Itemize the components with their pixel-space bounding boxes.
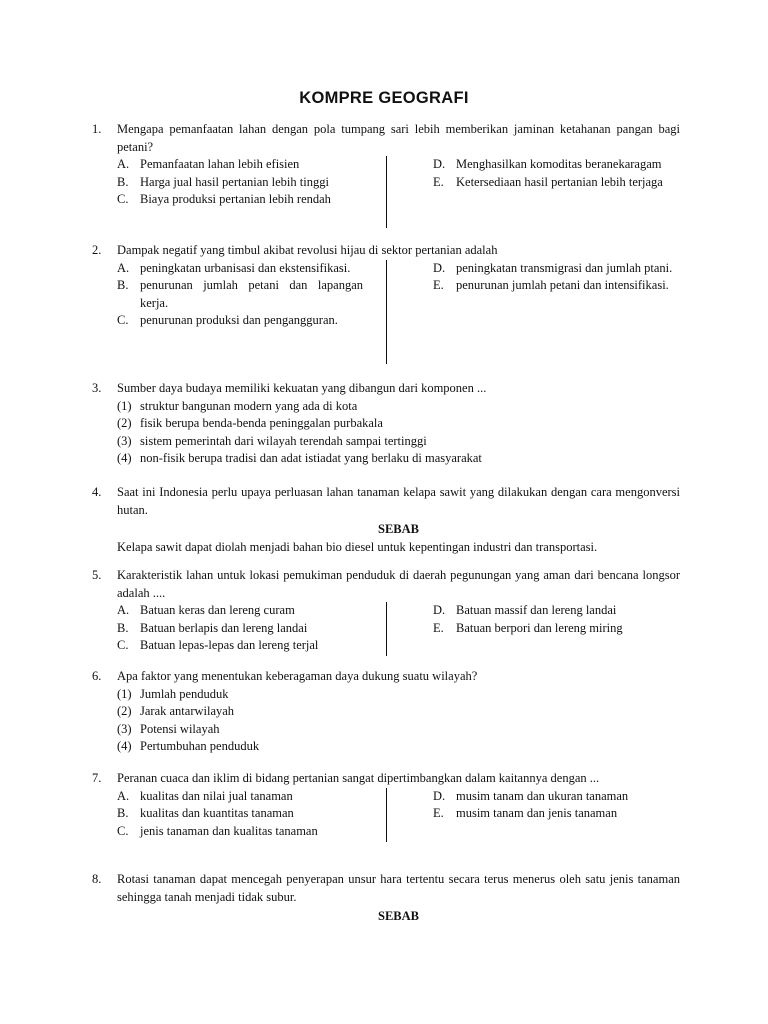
option-b[interactable]: B. Harga jual hasil pertanian lebih tinggi (117, 174, 329, 189)
reason-statement: Kelapa sawit dapat diolah menjadi bahan bio diesel untuk kepentingan industri dan transportasi. (117, 539, 598, 554)
question-stem: Saat ini Indonesia perlu upaya perluasan lahan tanaman kelapa sawit yang dilakukan dengan cara mengonversi hutan. (117, 485, 680, 517)
question-7 (92, 770, 680, 841)
sebab-label: SEBAB (378, 909, 419, 923)
option-d[interactable]: D. musim tanam dan ukuran tanaman (433, 788, 629, 803)
question-stem: Apa faktor yang menentukan keberagaman daya dukung suatu wilayah? (117, 669, 478, 683)
option-a[interactable]: A. kualitas dan nilai jual tanaman (117, 788, 293, 803)
question-stem: Mengapa pemanfaatan lahan dengan pola tumpang sari lebih memberikan jaminan ketahanan pangan bagi petani? (117, 122, 680, 154)
option-b[interactable]: B. kualitas dan kuantitas tanaman (117, 806, 294, 820)
page-title: KOMPRE GEOGRAFI (299, 89, 469, 107)
question-number: 7. (92, 771, 102, 785)
question-number: 3. (92, 381, 102, 395)
option-a[interactable]: A. Pemanfaatan lahan lebih efisien (117, 157, 300, 171)
statement-3: (3) Potensi wilayah (117, 721, 220, 736)
options-block (117, 260, 680, 365)
statement-2: (2) fisik berupa benda-benda peninggalan purbakala (117, 416, 383, 430)
option-a[interactable]: A. peningkatan urbanisasi dan ekstensifikasi. (117, 260, 351, 275)
option-c[interactable]: C. jenis tanaman dan kualitas tanaman (117, 823, 318, 838)
option-d[interactable]: D. peningkatan transmigrasi dan jumlah ptani. (433, 260, 673, 275)
option-b[interactable]: B. penurunan jumlah petani dan lapangan kerja. (117, 278, 363, 310)
question-4 (92, 484, 680, 556)
question-3 (92, 380, 680, 468)
option-c[interactable]: C. Biaya produksi pertanian lebih rendah (117, 192, 331, 206)
question-1 (92, 121, 680, 226)
options-block (117, 156, 680, 226)
option-e[interactable]: E. Ketersediaan hasil pertanian lebih terjaga (433, 174, 663, 189)
question-stem: Sumber daya budaya memiliki kekuatan yang dibangun dari komponen ... (117, 381, 487, 395)
question-number: 6. (92, 669, 102, 683)
option-e[interactable]: E. musim tanam dan jenis tanaman (433, 806, 618, 820)
options-block (117, 788, 680, 841)
question-6 (92, 668, 680, 756)
option-c[interactable]: C. Batuan lepas-lepas dan lereng terjal (117, 638, 319, 652)
question-stem: Karakteristik lahan untuk lokasi pemukiman penduduk di daerah pegunungan yang aman dari bencana longsor adalah .... (117, 568, 680, 600)
option-e[interactable]: E. Batuan berpori dan lereng miring (433, 620, 623, 635)
statement-4: (4) non-fisik berupa tradisi dan adat istiadat yang berlaku di masyarakat (117, 451, 482, 465)
option-b[interactable]: B. Batuan berlapis dan lereng landai (117, 620, 308, 635)
option-e[interactable]: E. penurunan jumlah petani dan intensifikasi. (433, 278, 669, 292)
question-8 (92, 871, 680, 926)
question-number: 4. (92, 485, 102, 499)
question-number: 1. (92, 122, 102, 136)
question-5 (92, 567, 680, 655)
question-stem: Peranan cuaca dan iklim di bidang pertanian sangat dipertimbangkan dalam kaitannya dengan ... (117, 771, 600, 785)
question-number: 2. (92, 243, 102, 257)
statement-1: (1) struktur bangunan modern yang ada di kota (117, 398, 358, 413)
statement-3: (3) sistem pemerintah dari wilayah terendah sampai tertinggi (117, 433, 427, 448)
option-d[interactable]: D. Batuan massif dan lereng landai (433, 603, 617, 617)
question-stem: Dampak negatif yang timbul akibat revolusi hijau di sektor pertanian adalah (117, 243, 498, 257)
statement-4: (4) Pertumbuhan penduduk (117, 739, 260, 753)
column-divider (386, 788, 387, 842)
statement-1: (1) Jumlah penduduk (117, 686, 229, 701)
question-2 (92, 242, 680, 365)
column-divider (386, 156, 387, 228)
column-divider (386, 602, 387, 656)
question-number: 8. (92, 872, 102, 886)
option-a[interactable]: A. Batuan keras dan lereng curam (117, 603, 295, 617)
question-stem: Rotasi tanaman dapat mencegah penyerapan unsur hara tertentu secara terus menerus oleh satu jenis tanaman sehingga tanah menjadi tidak subur. (117, 872, 680, 904)
option-c[interactable]: C. penurunan produksi dan pengangguran. (117, 313, 338, 327)
options-block (117, 602, 680, 655)
option-d[interactable]: D. Menghasilkan komoditas beranekaragam (433, 157, 662, 171)
sebab-label: SEBAB (378, 522, 419, 536)
statement-2: (2) Jarak antarwilayah (117, 704, 235, 718)
question-number: 5. (92, 568, 102, 582)
column-divider (386, 260, 387, 364)
